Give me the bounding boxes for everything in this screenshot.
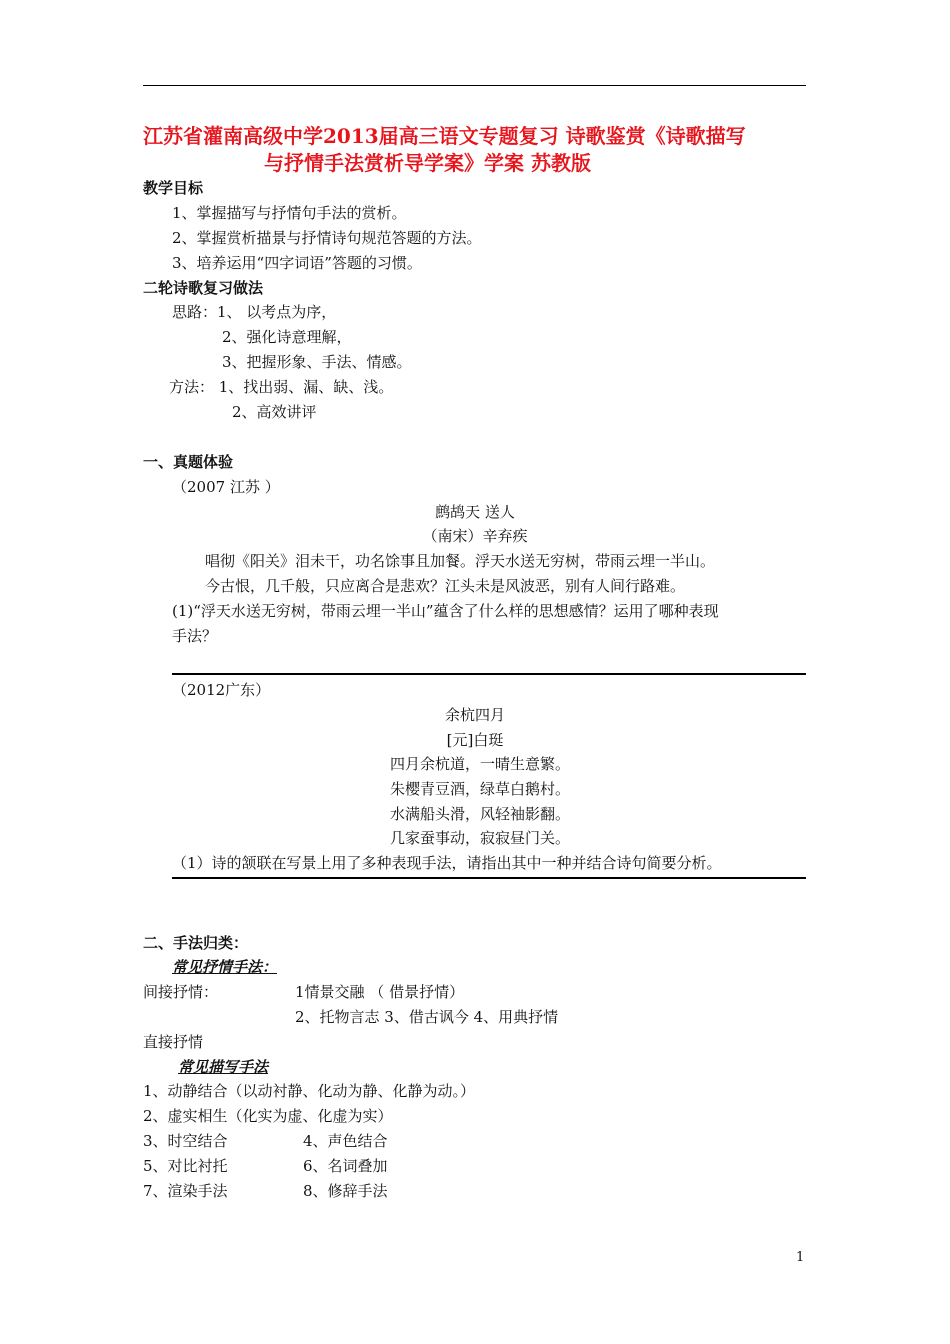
q1-poem-line: 今古恨，几千般，只应离合是悲欢？江头未是风波恶，别有人间行路难。 bbox=[205, 577, 686, 595]
indirect-lyric-item: 1情景交融 （ 借景抒情） bbox=[295, 983, 465, 1001]
goals-heading: 教学目标 bbox=[143, 179, 204, 197]
answer-rule bbox=[172, 877, 806, 879]
q1-poem-title: 鹧鸪天 送人 bbox=[435, 503, 515, 521]
goal-item: 1、掌握描写与抒情句手法的赏析。 bbox=[172, 204, 407, 222]
section1-heading: 一、真题体验 bbox=[143, 453, 234, 471]
review-idea-1: 思路：1、 以考点为序， bbox=[172, 303, 337, 321]
indirect-lyric-item: 2、托物言志 3、借古讽今 4、用典抒情 bbox=[295, 1008, 559, 1026]
answer-rule bbox=[172, 673, 806, 675]
q2-poem-line: 水满船头滑，风轻袖影翻。 bbox=[390, 805, 571, 823]
description-methods-heading: 常见描写手法 bbox=[178, 1058, 269, 1076]
description-item: 2、虚实相生（化实为虚、化虚为实） bbox=[143, 1107, 393, 1125]
q2-question: （1）诗的颔联在写景上用了多种表现手法，请指出其中一种并结合诗句简要分析。 bbox=[172, 854, 722, 872]
section2-heading: 二、手法归类： bbox=[143, 934, 249, 952]
description-item: 6、名词叠加 bbox=[303, 1157, 388, 1175]
lyric-methods-heading: 常见抒情手法： bbox=[172, 958, 278, 976]
q2-poem-title: 余杭四月 bbox=[444, 706, 505, 724]
document-title-line2: 与抒情手法赏析导学案》学案 苏教版 bbox=[264, 151, 591, 175]
review-method-2: 2、高效讲评 bbox=[232, 403, 317, 421]
page-number: 1 bbox=[796, 1250, 805, 1265]
q2-source: （2012广东） bbox=[172, 681, 271, 699]
description-item: 7、渲染手法 bbox=[143, 1182, 228, 1200]
description-item: 5、对比衬托 bbox=[143, 1157, 228, 1175]
goal-item: 3、培养运用“四字词语”答题的习惯。 bbox=[172, 254, 422, 272]
direct-lyric-label: 直接抒情 bbox=[143, 1033, 204, 1051]
header-rule bbox=[143, 85, 806, 86]
q1-source: （2007 江苏 ） bbox=[172, 478, 280, 496]
q2-poem-author: [元]白珽 bbox=[446, 731, 504, 749]
review-idea-2: 2、强化诗意理解， bbox=[222, 328, 352, 346]
review-heading: 二轮诗歌复习做法 bbox=[143, 279, 264, 297]
q1-question: (1)“浮天水送无穷树，带雨云埋一半山”蕴含了什么样的思想感情？运用了哪种表现 bbox=[172, 602, 719, 620]
description-item: 4、声色结合 bbox=[303, 1132, 388, 1150]
review-idea-3: 3、把握形象、手法、情感。 bbox=[222, 353, 412, 371]
description-item: 8、修辞手法 bbox=[303, 1182, 388, 1200]
q1-question-cont: 手法？ bbox=[172, 627, 218, 645]
q2-poem-line: 几家蚕事动，寂寂昼门关。 bbox=[390, 829, 571, 847]
q1-poem-line: 唱彻《阳关》泪未干，功名馀事且加餐。浮天水送无穷树，带雨云埋一半山。 bbox=[205, 552, 716, 570]
description-item: 3、时空结合 bbox=[143, 1132, 228, 1150]
indirect-lyric-label: 间接抒情： bbox=[143, 983, 219, 1001]
review-method-1: 方法： 1、找出弱、漏、缺、浅。 bbox=[169, 378, 394, 396]
q1-poem-author: （南宋）辛弃疾 bbox=[422, 527, 528, 545]
document-title-line1: 江苏省灌南高级中学2013届高三语文专题复习 诗歌鉴赏《诗歌描写 bbox=[143, 124, 746, 148]
goal-item: 2、掌握赏析描景与抒情诗句规范答题的方法。 bbox=[172, 229, 482, 247]
q2-poem-line: 四月余杭道，一晴生意繁。 bbox=[390, 755, 571, 773]
q2-poem-line: 朱樱青豆酒，绿草白鹅村。 bbox=[390, 780, 571, 798]
description-item: 1、动静结合（以动衬静、化动为静、化静为动。） bbox=[143, 1082, 476, 1100]
